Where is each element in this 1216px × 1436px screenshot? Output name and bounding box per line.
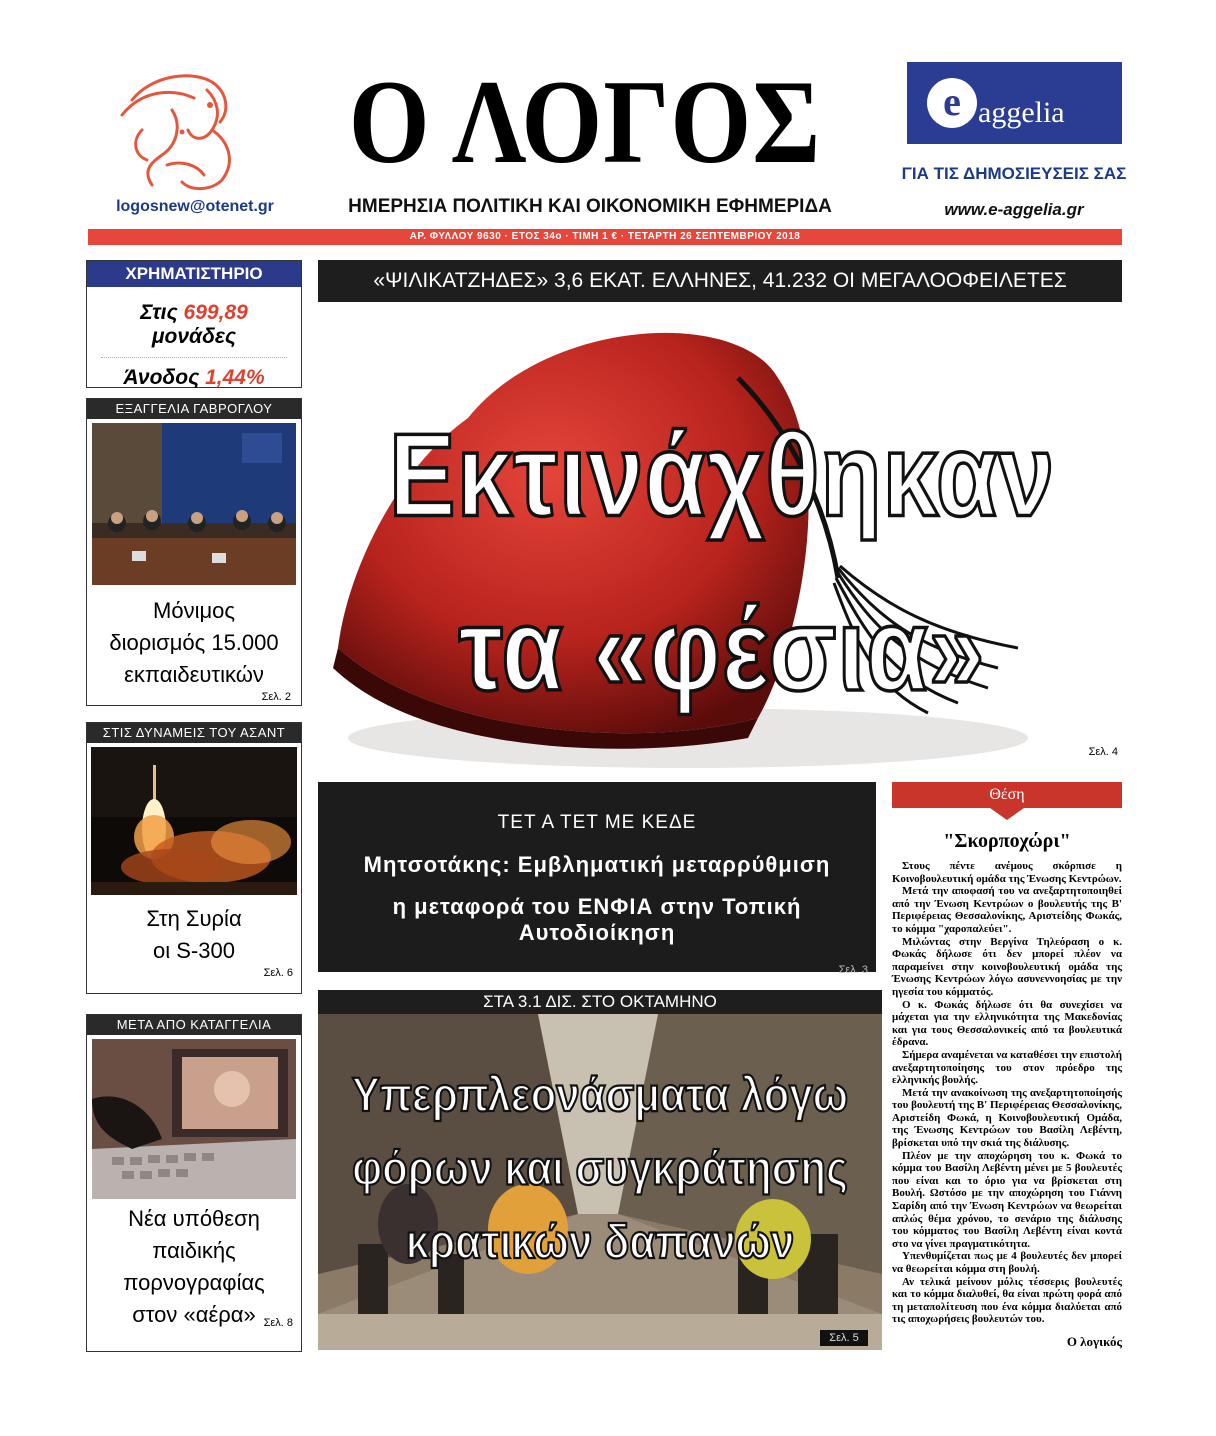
story-kicker: ΤΕΤ Α ΤΕΤ ΜΕ ΚΕΔΕ xyxy=(497,812,697,833)
stock-box xyxy=(86,260,302,388)
stock-points-pre: Στις xyxy=(140,301,178,324)
newspaper-emblem xyxy=(112,70,257,195)
newspaper-title: Ο ΛΟΓΟΣ xyxy=(348,56,822,189)
opinion-title: "Σκορποχώρι" xyxy=(943,830,1071,852)
top-banner[interactable]: «ΨΙΛΙΚΑΤΖΗΔΕΣ» 3,6 ΕΚΑΤ. ΕΛΛΗΝΕΣ, 41.232 ΟΙ ΜΕΓΑΛΟΟΦΕΙΛΕΤΕΣ xyxy=(318,260,1122,302)
surplus-page-ref: Σελ. 5 xyxy=(820,1330,868,1346)
opinion-paragraph: Στους πέντε ανέμους σκόρπισε η Κοινοβουλευτική ομάδα της Ένωσης Κεντρώων. xyxy=(892,860,1122,885)
surplus-headline[interactable] xyxy=(318,1058,882,1279)
headline-line: Νέα υπόθεση xyxy=(128,1206,260,1231)
headline-line: φόρων και συγκράτησης xyxy=(352,1140,848,1195)
contact-email: logosnew@otenet.gr xyxy=(116,198,274,215)
opinion-body xyxy=(892,860,1122,1326)
issue-info-stripe: ΑΡ. ΦΥΛΛΟΥ 9630 · ΕΤΟΣ 34ο · ΤΙΜΗ 1 € · ΤΕΤΑΡΤΗ 26 ΣΕΠΤΕΜΒΡΙΟΥ 2018 xyxy=(88,229,1122,245)
stock-heading: ΧΡΗΜΑΤΙΣΤΗΡΙΟ xyxy=(87,261,301,287)
story-kicker: ΕΞΑΓΓΕΛΙΑ ΓΑΒΡΟΓΛΟΥ xyxy=(87,399,301,419)
e-aggelia-url: www.e-aggelia.gr xyxy=(944,200,1084,219)
hero-headline-line1: Εκτινάχθηκαν xyxy=(388,409,1056,542)
surplus-kicker: ΣΤΑ 3.1 ΔΙΣ. ΣΤΟ ΟΚΤΑΜΗΝΟ xyxy=(318,990,882,1014)
opinion-arrow-icon xyxy=(990,808,1024,820)
headline-line: Μητσοτάκης: Εμβληματική μεταρρύθμιση xyxy=(363,852,831,877)
hero-headline[interactable] xyxy=(318,388,1126,737)
newspaper-subtitle: ΗΜΕΡΗΣΙΑ ΠΟΛΙΤΙΚΗ ΚΑΙ ΟΙΚΟΝΟΜΙΚΗ ΕΦΗΜΕΡΙΔΑ xyxy=(348,196,832,217)
page-ref: Σελ. 2 xyxy=(261,691,291,703)
page-ref: Σελ. 8 xyxy=(263,1317,293,1329)
story-kicker: ΣΤΙΣ ΔΥΝΑΜΕΙΣ ΤΟΥ ΑΣΑΝΤ xyxy=(87,723,301,743)
stock-change-value: 1,44% xyxy=(205,366,265,389)
stock-points-value: 699,89 xyxy=(183,301,248,324)
page-ref: Σελ. 3 xyxy=(838,964,868,976)
headline-line: οι S-300 xyxy=(153,938,235,963)
story-abuse[interactable] xyxy=(86,1014,302,1352)
headline-line: Μόνιμος xyxy=(153,598,235,623)
opinion-paragraph: Μιλώντας στην Βεργίνα Τηλεόραση ο κ. Φωκάς δήλωσε ότι δεν μπορεί πλέον να παραμείνει στην κοινοβουλευτική ομάδα της Ένωσης Κεντρώων λόγω ασυνεννοησίας με την ηγεσία του κόμματός. xyxy=(892,935,1122,998)
headline-line: εκπαιδευτικών xyxy=(124,662,264,687)
story-syria[interactable] xyxy=(86,722,302,994)
headline-line: στον «αέρα» xyxy=(132,1302,256,1327)
headline-line: Υπερπλεονάσματα λόγω xyxy=(351,1067,849,1122)
opinion-paragraph: Σήμερα αναμένεται να καταθέσει την επιστολή ανεξαρτητοποίησης του στον πρόεδρο της ελληνικής βουλής. xyxy=(892,1048,1122,1087)
story-headline xyxy=(87,1203,301,1331)
mitsotakis-story[interactable] xyxy=(318,782,876,976)
headline-line: παιδικής xyxy=(152,1238,236,1263)
hero-page-ref: Σελ. 4 xyxy=(1088,746,1118,758)
story-headline xyxy=(87,903,301,967)
stock-points xyxy=(101,301,287,358)
headline-line: πορνογραφίας xyxy=(123,1270,265,1295)
e-aggelia-tagline: ΓΙΑ ΤΙΣ ΔΗΜΟΣΙΕΥΣΕΙΣ ΣΑΣ xyxy=(901,164,1127,183)
headline-line: Στη Συρία xyxy=(146,906,242,931)
e-aggelia-brand: aggelia xyxy=(978,96,1065,129)
missile-launch-photo xyxy=(91,747,297,895)
laptop-hand-photo xyxy=(92,1039,296,1199)
e-aggelia-logo-icon: e xyxy=(927,78,977,128)
opinion-paragraph: Αν τελικά μείνουν μόλις τέσσερις βουλευτές και το κόμμα διαλυθεί, θα είναι πρώτη φορά από τη μεταπολίτευση που ένα κόμμα διαλύεται από τις αποχωρήσεις βουλευτών του. xyxy=(892,1275,1122,1326)
opinion-paragraph: Μετά την αποφασή του να ανεξαρτητοποιηθεί από την Ένωση Κεντρώων ο βουλευτής της Β' Περιφέρειας Θεσσαλονίκης, Αριστείδης Φωκάς, το κόμμα "χαροπαλεύει". xyxy=(892,885,1122,935)
press-conference-photo xyxy=(92,423,296,585)
story-kicker: ΜΕΤΑ ΑΠΟ ΚΑΤΑΓΓΕΛΙΑ xyxy=(87,1015,301,1035)
stock-change xyxy=(87,366,301,390)
opinion-paragraph: Μετά την ανακοίνωση της ανεξαρτητοποίησής του βουλευτή της Β' Περιφέρειας Θεσσαλονίκης, Αριστείδη Φωκά, η Κοινοβουλευτική Ομάδα, της Ένωσης Κεντρώων του Βασίλη Λεβέντη, βρίσκεται υπό την σκιά της διάλυσης. xyxy=(892,1086,1122,1150)
headline-line: η μεταφορά του ΕΝΦΙΑ στην Τοπική Αυτοδιοίκηση xyxy=(392,894,802,945)
opinion-paragraph: Πλέον με την αποχώρηση του κ. Φωκά το κόμμα του Βασίλη Λεβέντη μένει με 5 βουλευτές που είναι και το όριο για να βρίσκεται στη Βουλή. Ωστόσο με την αποχώρηση του Γιάννη Σαρίδη από την Ένωση Κεντρώων να θεωρείται απλώς θέμα χρόνου, το σενάριο της διάλυσης του κόμματος του Βασίλη Λεβέντη είναι κοντά στο να γίνει πραγματικότητα. xyxy=(892,1149,1122,1250)
opinion-label: Θέση xyxy=(892,782,1122,808)
story-teachers[interactable] xyxy=(86,398,302,706)
hero-headline-line2: τα «φέσια» xyxy=(458,583,986,717)
stock-points-post: μονάδες xyxy=(151,325,237,348)
page-ref: Σελ. 6 xyxy=(263,967,293,979)
stock-change-pre: Άνοδος xyxy=(123,366,200,389)
headline-line: κρατικών δαπανών xyxy=(405,1214,795,1269)
story-headline xyxy=(87,595,301,691)
opinion-signature: Ο λογικός xyxy=(1066,1334,1122,1349)
headline-line: διορισμός 15.000 xyxy=(109,630,279,655)
opinion-paragraph: Υπενθυμίζεται πως με 4 βουλευτές δεν μπορεί να θεωρείται κόμμα στη βουλή. xyxy=(892,1250,1122,1275)
opinion-paragraph: Ο κ. Φωκάς δήλωσε ότι θα συνεχίσει να μάχεται για την ελληνικότητα της Μακεδονίας και για τους Θεσσαλονικείς από τα βουλευτικά έδρανα. xyxy=(892,998,1122,1049)
